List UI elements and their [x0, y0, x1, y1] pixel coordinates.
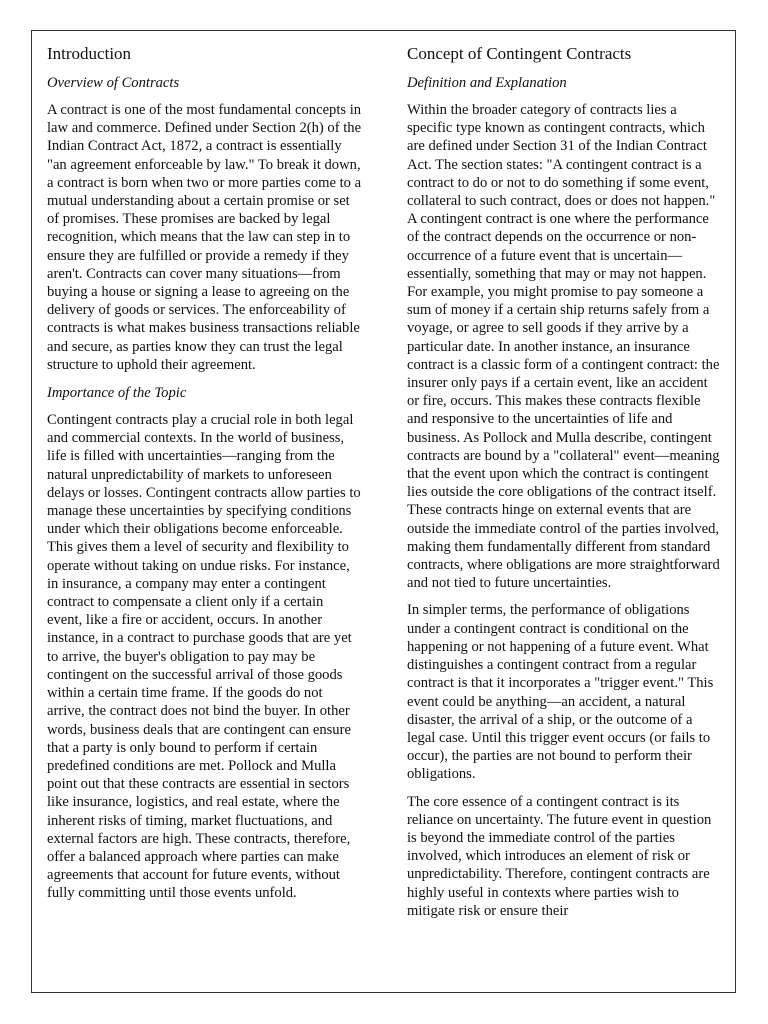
paragraph-core-essence: The core essence of a contingent contract is its reliance on uncertainty. The future event in question is beyond the immediate control of the parties involved, which introduces an element of risk or unpredictability. Therefore, contingent contracts are highly useful in contexts where parties wish to mitigate risk or ensure their	[407, 793, 712, 919]
left-column	[47, 43, 362, 912]
subheading-definition-and-explanation: Definition and Explanation	[407, 75, 567, 91]
paragraph-importance: Contingent contracts play a crucial role in both legal and commercial contexts. In the world of business, life is filled with uncertainties—ranging from the natural unpredictability of markets to unforeseen delays or losses. Contingent contracts allow parties to manage these uncertainties by specifying conditions under which their obligations become enforceable. This gives them a level of security and flexibility to operate without taking on undue risks. For instance, in insurance, a company may enter a contingent contract to compensate a client only if a certain event, like a fire or accident, occurs. In another instance, in a contract to purchase goods that are yet to arrive, the buyer's obligation to pay may be contingent on the successful arrival of those goods within a certain time frame. If the goods do not arrive, the contract does not bind the buyer. In other words, business deals that are contingent can ensure that a party is only bound to perform if certain predefined conditions are met. Pollock and Mulla point out that these contracts are essential in sectors like insurance, logistics, and real estate, where the inherent risks of timing, market fluctuations, and external factors are high. These contracts, therefore, offer a balanced approach where parties can make agreements that account for future events, without fully committing until those events unfold.	[47, 412, 361, 902]
subheading-overview-of-contracts: Overview of Contracts	[47, 75, 180, 91]
page-frame	[31, 30, 736, 993]
right-column	[407, 43, 722, 929]
section-heading-introduction: Introduction	[47, 44, 132, 63]
paragraph-definition: Within the broader category of contracts lies a specific type known as contingent contracts, which are defined under Section 31 of the Indian Contract Act. The section states: "A contingent contract is a contract to do or not to do something if some event, collateral to such contract, does or does not happen." A contingent contract is one where the performance of the contract depends on the occurrence or non-occurrence of a future event that is uncertain—essentially, something that may or may not happen. For example, you might promise to pay someone a sum of money if a certain ship returns safely from a voyage, or agree to sell goods if they arrive by a particular date. In another instance, an insurance contract is a classic form of a contingent contract: the insurer only pays if a certain event, like an accident or fire, occurs. This makes these contracts flexible and responsive to the uncertainties of life and business. As Pollock and Mulla describe, contingent contracts are bound by a "collateral" event—meaning that the event upon which the contract is contingent lies outside the core obligations of the contract itself. These contracts hinge on external events that are outside the immediate control of the parties involved, making them fundamentally different from standard contracts, where obligations are more straightforward and not tied to future uncertainties.	[407, 102, 720, 592]
subheading-importance-of-topic: Importance of the Topic	[47, 385, 187, 402]
paragraph-simpler-terms: In simpler terms, the performance of obligations under a contingent contract is conditional on the happening or not happening of a future event. What distinguishes a contingent contract from a regular contract is that it incorporates a "trigger event." This event could be anything—an accident, a natural disaster, the arrival of a ship, or the outcome of a legal case. Until this trigger event occurs (or fails to occur), the parties are not bound to perform their obligations.	[407, 602, 714, 783]
section-heading-concept: Concept of Contingent Contracts	[407, 44, 632, 63]
paragraph-overview: A contract is one of the most fundamental concepts in law and commerce. Defined under Section 2(h) of the Indian Contract Act, 1872, a contract is essentially "an agreement enforceable by law." To break it down, a contract is born when two or more parties come to a mutual understanding about a certain promise or set of promises. These promises are backed by legal recognition, which means that the law can step in to ensure they are fulfilled or provide a remedy if they aren't. Contracts can cover many situations—from buying a house or signing a lease to agreeing on the delivery of goods or services. The enforceability of contracts is what makes business transactions reliable and secure, as parties know they can trust the legal structure to uphold their agreement.	[47, 102, 362, 373]
